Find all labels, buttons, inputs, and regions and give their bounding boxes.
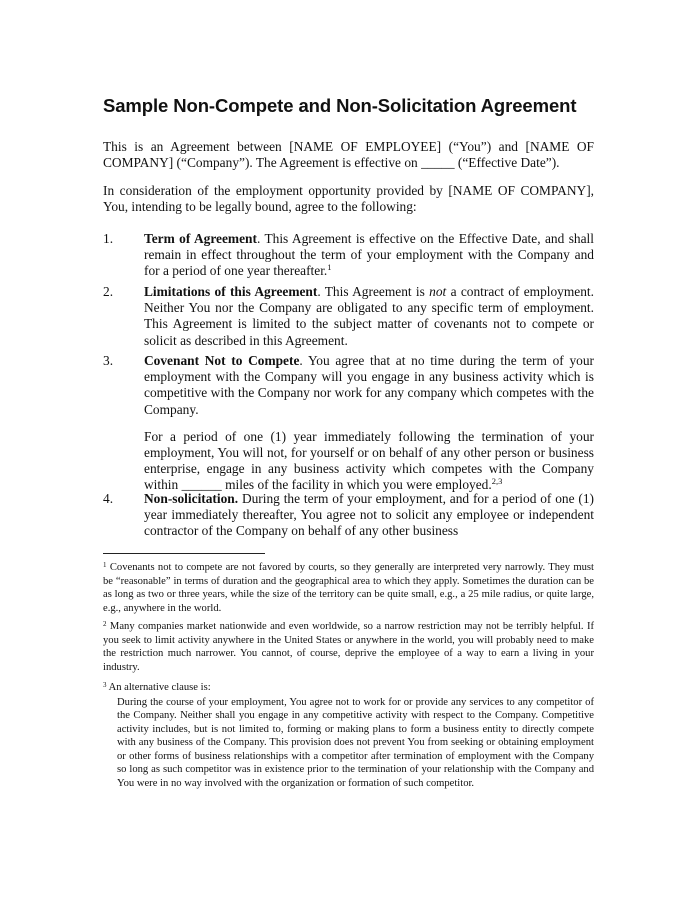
- section-limitations: [103, 284, 594, 349]
- section-heading: Limitations of this Agreement: [144, 284, 318, 299]
- section-text: . This Agreement is: [317, 284, 430, 299]
- footnote-text: Covenants not to compete are not favored by courts, so they generally are interpreted very narrowly. They must be “reasonable” in terms of duration and the geographical area to which they apply. Sometimes the duration can be as long as two or three years, while the size of the territory can be quite small, e.g., a 25 mile radius, or quite large, e.g., anywhere in the world.: [103, 562, 594, 614]
- section-heading: Covenant Not to Compete: [144, 353, 300, 368]
- consideration-paragraph: In consideration of the employment opportunity provided by [NAME OF COMPANY], You, intending to be legally bound, agree to the following:: [103, 183, 594, 215]
- section-heading: Non-solicitation.: [144, 491, 239, 506]
- footnote-1: [103, 561, 594, 615]
- footnote-3: [103, 681, 594, 790]
- section-body: [144, 353, 594, 494]
- footnote-separator: [103, 553, 265, 554]
- section-covenant-not-to-compete: [103, 353, 594, 494]
- footnote-alternative-clause: During the course of your employment, You agree not to work for or provide any services to any competitor of the Company. Neither shall you engage in any competitive activity with respect to the Company. Competitive activity includes, but is not limited to, forming or making plans to form a business entity to directly compete with any business of the Company. This provision does not prevent You from seeking or obtaining employment or other forms of business relationships with a competitor after termination of employment with the Company so long as such competitor was in existence prior to the termination of your relationship with the Company and You were in no way involved with the organization or formation of such competitor.: [117, 696, 594, 789]
- section-term-of-agreement: [103, 231, 594, 280]
- document-title: Sample Non-Compete and Non-Solicitation Agreement: [103, 95, 577, 116]
- footnote-reference: 1: [327, 262, 332, 273]
- intro-paragraph: This is an Agreement between [NAME OF EMPLOYEE] (“You”) and [NAME OF COMPANY] (“Company”). The Agreement is effective on _____ (“Effective Date”).: [103, 139, 594, 171]
- section-text-second-paragraph: For a period of one (1) year immediately following the termination of your employment, You will not, for yourself or on behalf of any other person or business enterprise, engage in any business activity which competes with the Company within ______ miles of the facility in which you were employed.: [144, 428, 594, 493]
- section-text-continued: a contract of employment. Neither You nor the Company are obligated to any specific term of employment. This Agreement is limited to the subject matter of covenants not to compete or solicit as described in this Agreement.: [144, 284, 595, 348]
- section-heading: Term of Agreement: [144, 231, 257, 246]
- footnote-mark: 1: [103, 561, 107, 569]
- section-body: [144, 231, 594, 280]
- section-number: 1.: [103, 231, 114, 246]
- section-number: 3.: [103, 353, 114, 368]
- footnote-mark: 2: [103, 620, 107, 628]
- section-text: During the term of your employment, and for a period of one (1) year immediately thereafter, You agree not to solicit any employee or independent contractor of the Company on behalf of any other business: [144, 491, 594, 539]
- section-number: 4.: [103, 491, 114, 506]
- footnote-reference: 2,3: [491, 476, 503, 487]
- section-non-solicitation: [103, 491, 594, 540]
- section-text: . This Agreement is effective on the Effective Date, and shall remain in effect throughout the term of your employment with the Company and for a period of one year thereafter.: [144, 231, 594, 279]
- section-text: . You agree that at no time during the term of your employment with the Company will you engage in any business activity which is competitive with the Company nor work for any company which competes with the Company.: [144, 353, 594, 417]
- footnote-text: An alternative clause is:: [106, 682, 211, 693]
- footnote-text: Many companies market nationwide and even worldwide, so a narrow restriction may not be terribly helpful. If you seek to limit activity anywhere in the United States or anywhere in the world, you will probably need to make the restriction much narrower. You cannot, of course, deprive the employee of a way to earn a living in your industry.: [103, 621, 594, 673]
- footnote-mark: 3: [103, 681, 107, 689]
- section-emphasis: not: [429, 284, 447, 299]
- section-number: 2.: [103, 284, 114, 299]
- section-body: [144, 491, 594, 540]
- footnote-2: [103, 620, 594, 674]
- section-body: [144, 284, 594, 349]
